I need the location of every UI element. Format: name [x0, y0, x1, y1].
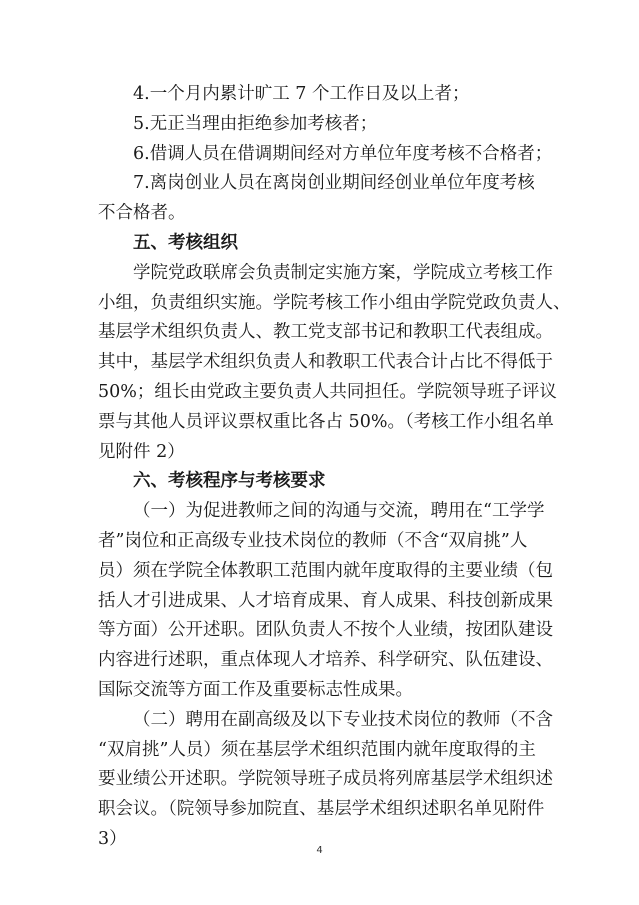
text-line: 50%；组长由党政主要负责人共同担任。学院领导班子评议: [98, 382, 557, 402]
text-line: 员）须在学院全体教职工范围内就年度取得的主要业绩（包: [98, 561, 553, 581]
text-line: 其中，基层学术组织负责人和教职工代表合计占比不得低于: [98, 352, 553, 372]
text-line: 3）: [98, 829, 127, 849]
text-line: 5.无正当理由拒绝参加考核者；: [133, 114, 378, 134]
text-line: 学院党政联席会负责制定实施方案，学院成立考核工作: [133, 263, 553, 283]
text-line: 7.离岗创业人员在离岗创业期间经创业单位年度考核: [133, 173, 535, 193]
text-line: “双肩挑”人员）须在基层学术组织范围内就年度取得的主: [98, 740, 536, 760]
text-line: 要业绩公开述职。学院领导班子成员将列席基层学术组织述: [98, 769, 553, 789]
text-line: 等方面）公开述职。团队负责人不按个人业绩，按团队建设: [98, 620, 553, 640]
text-line: 见附件 2）: [98, 442, 185, 462]
text-line: 职会议。（院领导参加院直、基层学术组织述职名单见附件: [98, 799, 545, 819]
text-line: 国际交流等方面工作及重要标志性成果。: [98, 680, 413, 700]
text-line: 6.借调人员在借调期间经对方单位年度考核不合格者；: [133, 144, 553, 164]
section-heading: 五、考核组织: [133, 233, 238, 253]
text-line: 小组，负责组织实施。学院考核工作小组由学院党政负责人、: [98, 293, 571, 313]
text-line: 票与其他人员评议票权重比各占 50%。（考核工作小组名单: [98, 412, 554, 432]
text-line: 括人才引进成果、人才培育成果、育人成果、科技创新成果: [98, 591, 553, 611]
text-line: 4.一个月内累计旷工 7 个工作日及以上者；: [133, 84, 470, 104]
text-line: （二）聘用在副高级及以下专业技术岗位的教师（不含: [133, 710, 553, 730]
section-heading: 六、考核程序与考核要求: [133, 471, 326, 491]
text-line: 内容进行述职，重点体现人才培养、科学研究、队伍建设、: [98, 650, 553, 670]
text-line: （一）为促进教师之间的沟通与交流，聘用在“工学学: [133, 501, 545, 521]
text-line: 基层学术组织负责人、教工党支部书记和教职工代表组成。: [98, 322, 553, 342]
text-line: 者”岗位和正高级专业技术岗位的教师（不含“双肩挑”人: [98, 531, 528, 551]
text-line: 不合格者。: [98, 203, 186, 223]
page-number: 4: [316, 845, 323, 856]
